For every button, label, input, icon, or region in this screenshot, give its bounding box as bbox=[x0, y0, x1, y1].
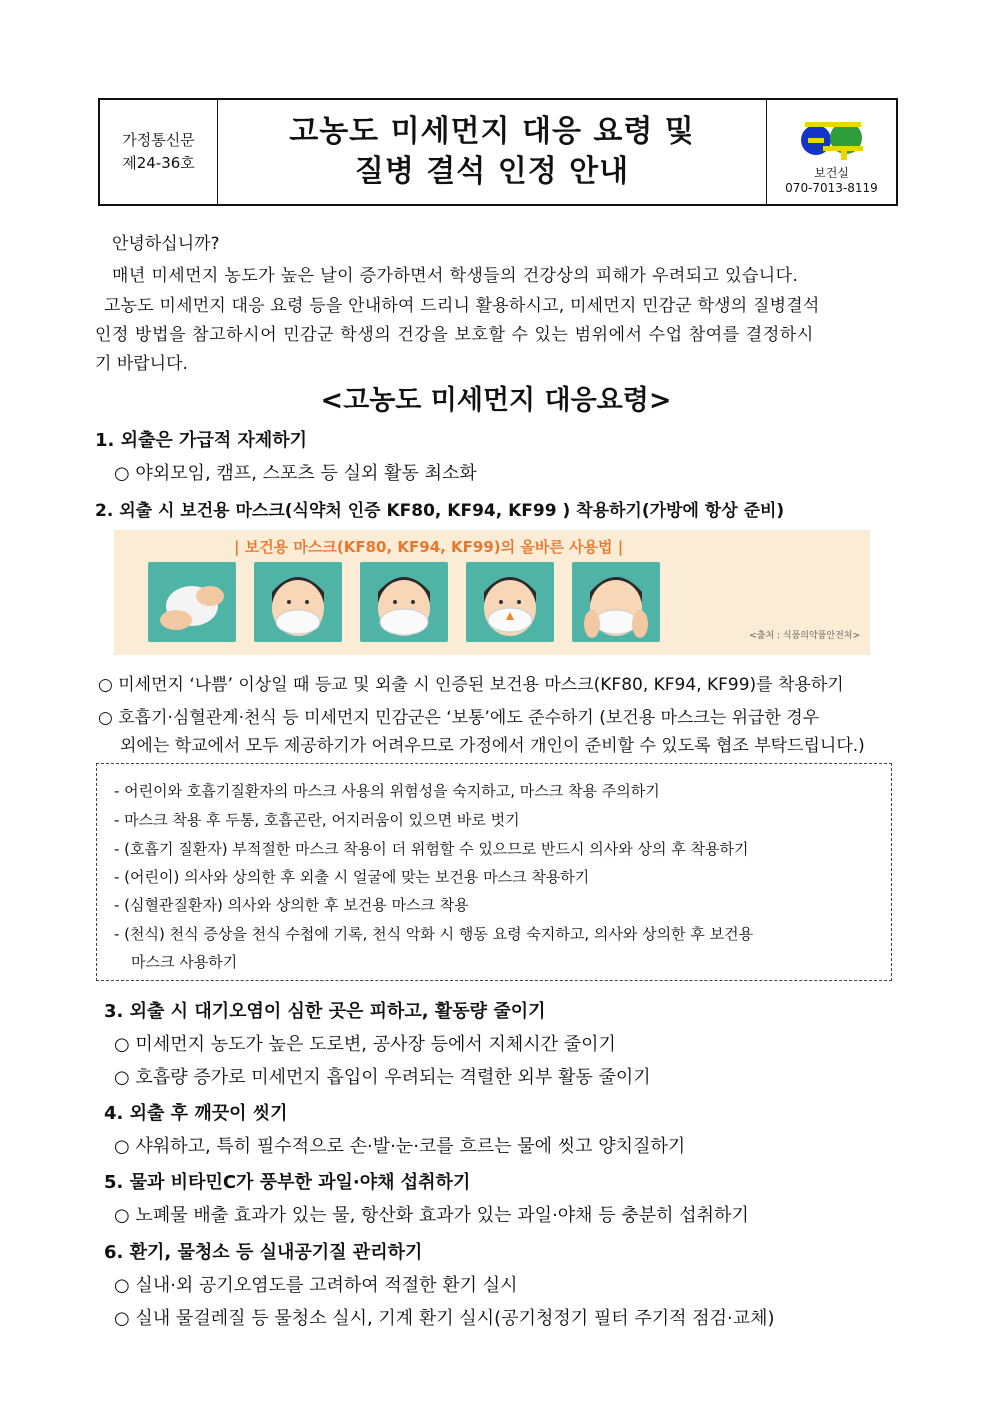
s6-heading: 6. 환기, 물청소 등 실내공기질 관리하기 bbox=[104, 1242, 423, 1263]
intro-line-1: 매년 미세먼지 농도가 높은 날이 증가하면서 학생들의 건강상의 피해가 우려되고 있습니다. bbox=[112, 266, 799, 286]
phone-number: 070-7013-8119 bbox=[785, 181, 878, 195]
mask-image-title: | 보건용 마스크(KF80, KF94, KF99)의 올바른 사용법 | bbox=[234, 538, 624, 556]
s1-heading: 1. 외출은 가급적 자제하기 bbox=[95, 430, 308, 451]
s3-bullet-2: ○ 호흡량 증가로 미세먼지 흡입이 우려되는 격렬한 외부 활동 줄이기 bbox=[114, 1067, 651, 1088]
s5-bullet-1: ○ 노폐물 배출 효과가 있는 물, 항산화 효과가 있는 과일·야채 등 충분히 섭취하기 bbox=[114, 1205, 749, 1226]
dept-name: 보건실 bbox=[814, 166, 849, 180]
s1-bullet-1: ○ 야외모임, 캠프, 스포츠 등 실외 활동 최소화 bbox=[114, 463, 477, 484]
s5-heading: 5. 물과 비타민C가 풍부한 과일·야채 섭취하기 bbox=[104, 1172, 471, 1193]
s3-bullet-1: ○ 미세먼지 농도가 높은 도로변, 공사장 등에서 지체시간 줄이기 bbox=[114, 1034, 616, 1055]
caution-item: - 마스크 착용 후 두통, 호흡곤란, 어지러움이 있으면 바로 벗기 bbox=[114, 811, 520, 829]
s2-bullet-2a: ○ 호흡기·심혈관계·천식 등 미세먼지 민감군은 ‘보통’에도 준수하기 (보건용 마스크는 위급한 경우 bbox=[98, 708, 820, 728]
s2-bullet-1: ○ 미세먼지 ‘나쁨’ 이상일 때 등교 및 외출 시 인증된 보건용 마스크(KF80, KF94, KF99)를 착용하기 bbox=[98, 675, 844, 695]
s4-bullet-1: ○ 샤워하고, 특히 필수적으로 손·발·눈·코를 흐르는 물에 씻고 양치질하기 bbox=[114, 1136, 686, 1157]
title-cell bbox=[218, 100, 766, 204]
mask-step-5 bbox=[572, 562, 660, 642]
caution-item-cont: 마스크 사용하기 bbox=[131, 953, 238, 971]
mask-step-1 bbox=[148, 562, 236, 642]
mask-usage-image bbox=[114, 530, 870, 655]
doc-number: 제24-36호 bbox=[122, 154, 195, 172]
s4-heading: 4. 외출 후 깨끗이 씻기 bbox=[104, 1103, 288, 1124]
mask-step-2 bbox=[254, 562, 342, 642]
mask-step-3 bbox=[360, 562, 448, 642]
intro-line-2: 고농도 미세먼지 대응 요령 등을 안내하여 드리니 활용하시고, 미세먼지 민감군 학생의 질병결석 bbox=[104, 296, 820, 316]
school-logo-icon bbox=[799, 116, 865, 162]
caution-item: - 어린이와 호흡기질환자의 마스크 사용의 위험성을 숙지하고, 마스크 착용 주의하기 bbox=[114, 782, 660, 800]
contact-cell bbox=[766, 100, 896, 204]
s2-heading: 2. 외출 시 보건용 마스크(식약처 인증 KF80, KF94, KF99 ) 착용하기(가방에 항상 준비) bbox=[95, 501, 785, 521]
doc-type: 가정통신문 bbox=[122, 131, 195, 149]
caution-item: - (심혈관질환자) 의사와 상의한 후 보건용 마스크 착용 bbox=[114, 896, 469, 914]
caution-item: - (어린이) 의사와 상의한 후 외출 시 얼굴에 맞는 보건용 마스크 착용하기 bbox=[114, 868, 590, 886]
caution-item: - (천식) 천식 증상을 천식 수첩에 기록, 천식 악화 시 행동 요령 숙지하고, 의사와 상의한 후 보건용 bbox=[114, 925, 754, 943]
caution-item: - (호흡기 질환자) 부적절한 마스크 착용이 더 위험할 수 있으므로 반드시 의사와 상의 후 착용하기 bbox=[114, 840, 749, 858]
greeting: 안녕하십니까? bbox=[112, 234, 220, 254]
notice-header bbox=[98, 98, 898, 206]
mask-image-credit: <출처 : 식품의약품안전처> bbox=[749, 631, 860, 641]
section-title: <고농도 미세먼지 대응요령> bbox=[320, 385, 672, 416]
s3-heading: 3. 외출 시 대기오염이 심한 곳은 피하고, 활동량 줄이기 bbox=[104, 1001, 546, 1022]
intro-line-3: 인정 방법을 참고하시어 민감군 학생의 건강을 보호할 수 있는 범위에서 수업 참여를 결정하시 bbox=[95, 325, 814, 345]
intro-line-4: 기 바랍니다. bbox=[95, 354, 188, 374]
s6-bullet-2: ○ 실내 물걸레질 등 물청소 실시, 기계 환기 실시(공기청정기 필터 주기적 점검·교체) bbox=[114, 1308, 775, 1329]
doc-info-cell bbox=[100, 100, 218, 204]
s6-bullet-1: ○ 실내·외 공기오염도를 고려하여 적절한 환기 실시 bbox=[114, 1275, 518, 1296]
page-title-line1: 고농도 미세먼지 대응 요령 및 bbox=[289, 114, 695, 149]
mask-step-4 bbox=[466, 562, 554, 642]
page-title-line2: 질병 결석 인정 안내 bbox=[354, 154, 630, 189]
s2-bullet-2b: 외에는 학교에서 모두 제공하기가 어려우므로 가정에서 개인이 준비할 수 있도록 협조 부탁드립니다.) bbox=[120, 736, 865, 756]
